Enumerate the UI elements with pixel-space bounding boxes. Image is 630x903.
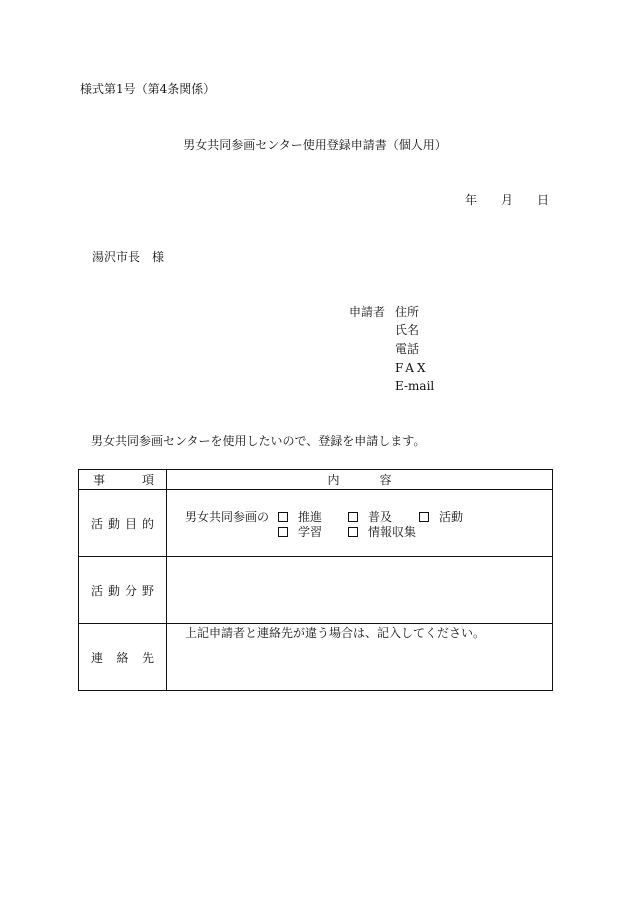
- addressee-name: 湯沢市長: [92, 250, 141, 264]
- applicant-email-label: E-mail: [395, 379, 435, 393]
- contact-label-char: 絡: [116, 650, 129, 665]
- document-title: 男女共同参画センター使用登録申請書（個人用）: [183, 138, 447, 152]
- form-number: 様式第1号（第4条関係）: [80, 82, 216, 96]
- header-content-char: 容: [379, 473, 392, 487]
- addressee: [92, 250, 164, 264]
- table-row-purpose: [79, 490, 553, 557]
- table-header-row: [79, 470, 553, 490]
- option-label: 活動: [439, 510, 464, 524]
- date-year-label: 年: [465, 193, 478, 207]
- header-item-cell: [79, 470, 167, 490]
- addressee-honorific: 様: [152, 250, 165, 264]
- purpose-option-activity[interactable]: [419, 510, 463, 524]
- applicant-address-label: 住所: [395, 305, 420, 319]
- field-label-char: 分: [124, 583, 137, 598]
- header-content-char: 内: [327, 473, 340, 487]
- contact-label-cell: [79, 624, 167, 691]
- purpose-lead-text: 男女共同参画の: [185, 510, 270, 524]
- header-item-char: 項: [141, 473, 154, 487]
- purpose-content-cell: [167, 490, 553, 557]
- purpose-option-promotion[interactable]: [278, 510, 322, 524]
- purpose-label-cell: [79, 490, 167, 557]
- header-content-cell: [167, 470, 553, 490]
- date-line: [465, 193, 549, 207]
- option-label: 学習: [298, 525, 323, 539]
- checkbox-icon[interactable]: [278, 512, 288, 522]
- option-label: 情報収集: [368, 525, 417, 539]
- contact-label-char: 連: [91, 650, 104, 665]
- field-label-char: 活: [91, 583, 104, 598]
- purpose-label-char: 目: [124, 516, 137, 531]
- option-label: 普及: [368, 510, 393, 524]
- checkbox-icon[interactable]: [278, 527, 288, 537]
- application-table: [78, 469, 553, 691]
- checkbox-icon[interactable]: [348, 527, 358, 537]
- purpose-label-char: 的: [141, 516, 154, 531]
- checkbox-icon[interactable]: [348, 512, 358, 522]
- field-input-cell[interactable]: [167, 557, 553, 624]
- field-label-char: 野: [141, 583, 154, 598]
- contact-input-cell[interactable]: [167, 624, 553, 691]
- checkbox-icon[interactable]: [419, 512, 429, 522]
- purpose-label-char: 活: [91, 516, 104, 531]
- header-item-char: 事: [93, 473, 106, 487]
- contact-note: 上記申請者と連絡先が違う場合は、記入してください。: [185, 626, 486, 640]
- date-month-label: 月: [501, 193, 514, 207]
- table-row-contact: [79, 624, 553, 691]
- option-label: 推進: [298, 510, 323, 524]
- applicant-phone-label: 電話: [395, 342, 420, 356]
- field-label-char: 動: [107, 583, 120, 598]
- application-statement: 男女共同参画センターを使用したいので、登録を申請します。: [91, 434, 426, 448]
- purpose-label-char: 動: [107, 516, 120, 531]
- contact-label-char: 先: [141, 650, 154, 665]
- applicant-fax-label: FAX: [395, 361, 429, 375]
- purpose-option-spread[interactable]: [348, 510, 392, 524]
- date-day-label: 日: [537, 193, 550, 207]
- field-label-cell: [79, 557, 167, 624]
- purpose-option-info-gathering[interactable]: [348, 525, 416, 539]
- applicant-name-label: 氏名: [395, 323, 420, 337]
- purpose-option-learning[interactable]: [278, 525, 322, 539]
- applicant-label: 申請者: [349, 305, 386, 319]
- table-row-field: [79, 557, 553, 624]
